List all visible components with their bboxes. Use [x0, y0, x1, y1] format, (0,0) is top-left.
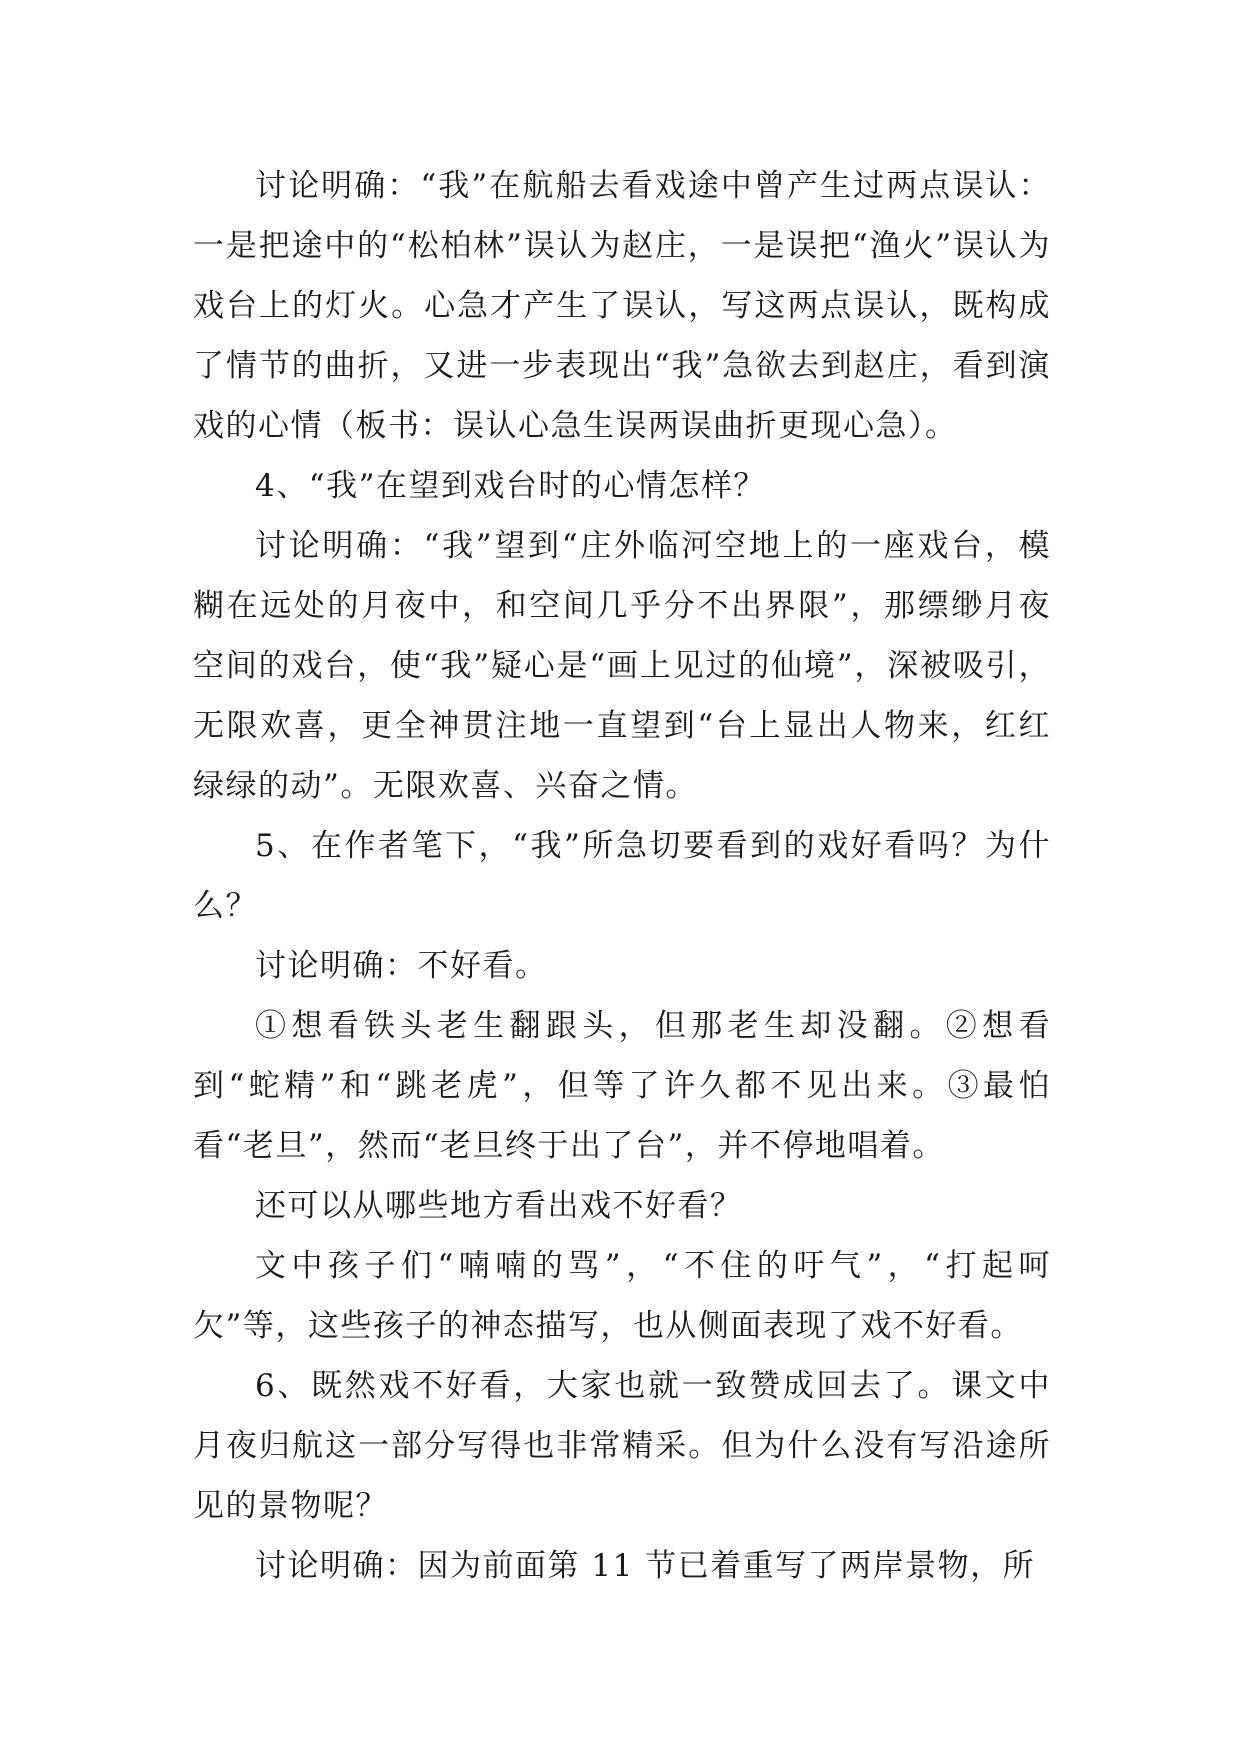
paragraph-discussion-scenery: 讨论明确：因为前面第 11 节已着重写了两岸景物，所	[255, 1548, 1036, 1584]
paragraph-discussion-misrecognition: 讨论明确：“我”在航船去看戏途中曾产生过两点误认：一是把途中的“松柏林”误认为赵庄，一是误把“渔火”误认为戏台上的灯火。心急才产生了误认，写这两点误认，既构成了情节的曲折，又进一步表现出“我”急欲去到赵庄，看到演戏的心情（板书：误认心急生误两误曲折更现心急）。	[193, 168, 1051, 444]
paragraph-reasons-list: ①想看铁头老生翻跟头，但那老生却没翻。②想看到“蛇精”和“跳老虎”，但等了许久都不见出来。③最怕看“老旦”，然而“老旦终于出了台”，并不停地唱着。	[193, 1008, 1051, 1164]
paragraph-discussion-stage: 讨论明确：“我”望到“庄外临河空地上的一座戏台，模糊在远处的月夜中，和空间几乎分不出界限”，那缥缈月夜空间的戏台，使“我”疑心是“画上见过的仙境”，深被吸引，无限欢喜，更全神贯注地一直望到“台上显出人物来，红红绿绿的动”。无限欢喜、兴奋之情。	[193, 528, 1051, 804]
paragraph-followup-question: 还可以从哪些地方看出戏不好看？	[255, 1188, 743, 1224]
paragraph-question-4: 4、“我”在望到戏台时的心情怎样？	[255, 468, 766, 504]
paragraph-question-5: 5、在作者笔下，“我”所急切要看到的戏好看吗？为什么？	[193, 828, 1051, 924]
document-body	[193, 156, 1051, 1596]
paragraph-children-reactions: 文中孩子们“喃喃的骂”，“不住的吁气”，“打起呵欠”等，这些孩子的神态描写，也从侧面表现了戏不好看。	[193, 1248, 1051, 1344]
paragraph-question-6: 6、既然戏不好看，大家也就一致赞成回去了。课文中月夜归航这一部分写得也非常精采。但为什么没有写沿途所见的景物呢？	[193, 1368, 1051, 1524]
paragraph-answer-not-good: 讨论明确：不好看。	[255, 948, 548, 984]
